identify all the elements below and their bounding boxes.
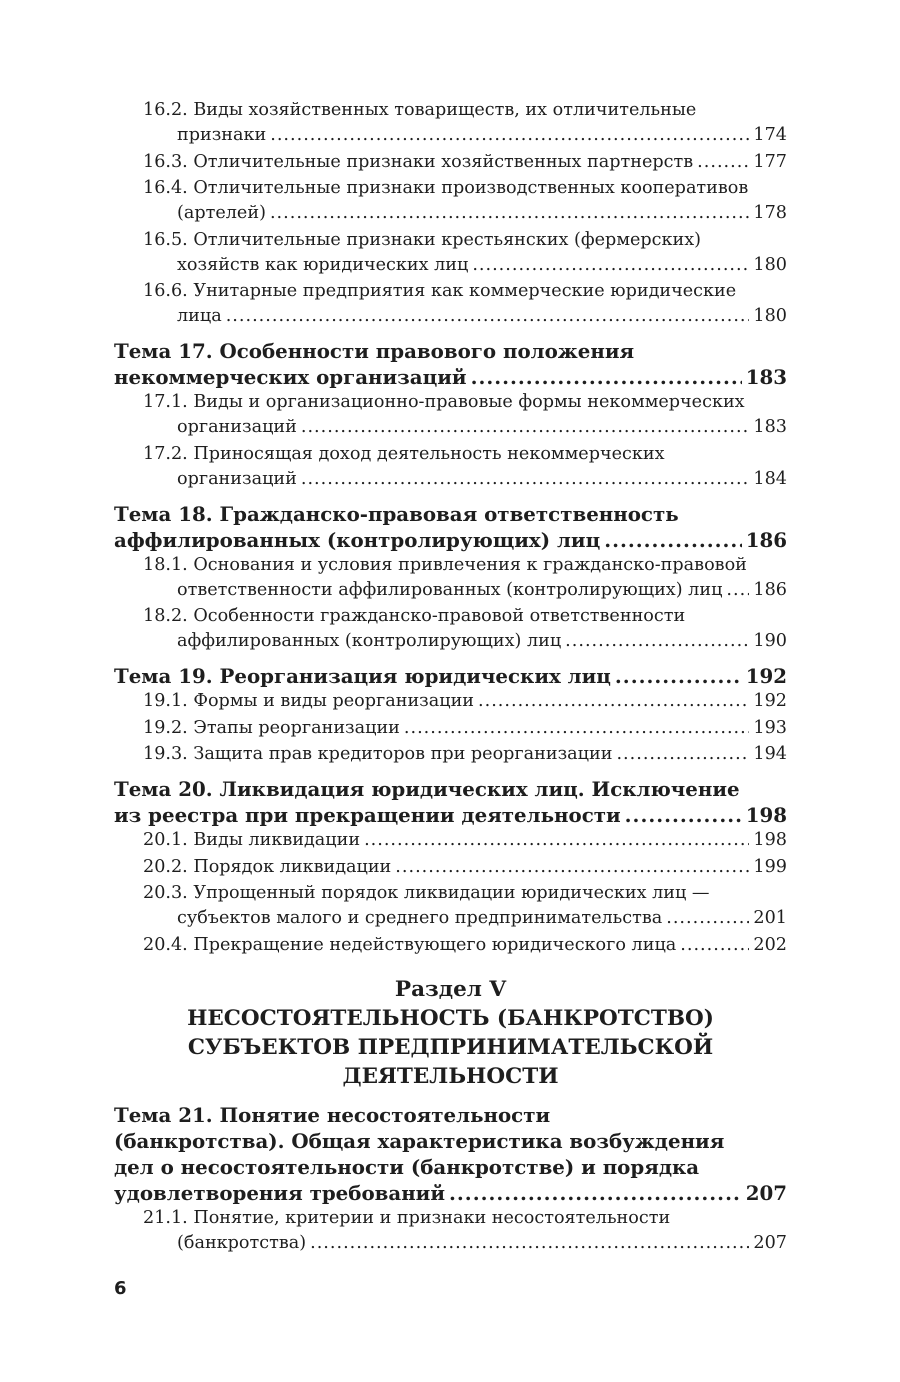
toc-entry-text: из реестра при прекращении деятельности bbox=[114, 803, 621, 827]
toc-page-number: 201 bbox=[753, 908, 787, 928]
toc-page-number: 193 bbox=[753, 717, 787, 738]
toc-subsection-entry bbox=[114, 442, 787, 492]
toc-page-number: 186 bbox=[745, 527, 787, 552]
toc-entry-line: дел о несостоятельности (банкротстве) и порядка bbox=[114, 1155, 700, 1179]
toc-entry-text: Тема 19. Реорганизация юридических лиц bbox=[114, 664, 611, 688]
dot-leader bbox=[666, 906, 749, 931]
toc-page-number: 194 bbox=[753, 744, 787, 764]
toc-entry-text: некоммерческих организаций bbox=[114, 365, 467, 389]
toc-entry-text: 20.4. Прекращение недействующего юридического лица bbox=[143, 934, 677, 955]
toc-page-number: 184 bbox=[753, 468, 787, 489]
toc-entry-line: 20.3. Упрощенный порядок ликвидации юридических лиц — bbox=[143, 883, 710, 903]
toc-page-number: 183 bbox=[753, 417, 787, 437]
toc-theme-entry bbox=[114, 1102, 787, 1206]
toc-entry-line: (банкротства). Общая характеристика возбуждения bbox=[114, 1129, 725, 1153]
dot-leader bbox=[726, 578, 749, 603]
toc-entry-text: организаций bbox=[177, 468, 297, 489]
toc-subsection-entry bbox=[114, 390, 787, 440]
page-number: 6 bbox=[114, 1278, 127, 1299]
toc-page-number: 190 bbox=[753, 631, 787, 651]
toc-entry-leader-row bbox=[143, 253, 787, 278]
toc-page-number: 198 bbox=[745, 803, 787, 827]
toc-entry-line: 16.4. Отличительные признаки производственных кооперативов bbox=[143, 178, 749, 198]
section-title-line-3: ДЕЯТЕЛЬНОСТИ bbox=[342, 1064, 559, 1089]
toc-entry-leader-row bbox=[143, 150, 787, 175]
dot-leader bbox=[615, 663, 742, 689]
toc-entry-leader-row bbox=[143, 933, 787, 958]
toc-page-number: 207 bbox=[753, 1233, 787, 1253]
toc-entry-line: 16.6. Унитарные предприятия как коммерческие юридические bbox=[143, 281, 737, 301]
toc-entry-leader-row bbox=[114, 1180, 787, 1206]
dot-leader bbox=[697, 150, 749, 175]
toc-entry-text: аффилированных (контролирующих) лиц bbox=[114, 527, 601, 552]
dot-leader bbox=[310, 1231, 749, 1256]
toc-entry-line: 21.1. Понятие, критерии и признаки несостоятельности bbox=[143, 1208, 671, 1228]
toc-entry-leader-row bbox=[143, 415, 787, 440]
toc-subsection-entry bbox=[114, 228, 787, 278]
toc-entry-text: (артелей) bbox=[177, 203, 266, 223]
toc-theme-entry bbox=[114, 338, 787, 390]
toc-theme-entry bbox=[114, 776, 787, 828]
toc-entry-line: 18.1. Основания и условия привлечения к гражданско-правовой bbox=[143, 554, 747, 575]
dot-leader bbox=[625, 802, 742, 828]
toc-entry-leader-row bbox=[143, 304, 787, 329]
toc-page-number: 192 bbox=[753, 691, 787, 711]
section-label: Раздел V bbox=[394, 977, 507, 1002]
toc-entry-text: 20.1. Виды ликвидации bbox=[143, 830, 361, 850]
dot-leader bbox=[270, 201, 749, 226]
toc-subsection-entry bbox=[114, 150, 787, 175]
dot-leader bbox=[604, 527, 742, 553]
dot-leader bbox=[301, 467, 750, 492]
toc-entry-line: 17.1. Виды и организационно-правовые формы некоммерческих bbox=[143, 392, 745, 412]
toc-entry-line: 16.2. Виды хозяйственных товариществ, их отличительные bbox=[143, 100, 697, 120]
toc-page-number: 186 bbox=[753, 579, 787, 600]
toc-subsection-entry bbox=[114, 742, 787, 767]
toc-entry-text: 19.3. Защита прав кредиторов при реорганизации bbox=[143, 744, 613, 764]
toc-entry-leader-row bbox=[143, 855, 787, 880]
dot-leader bbox=[472, 253, 749, 278]
table-of-contents-continued bbox=[114, 1102, 787, 1256]
toc-entry-text: ответственности аффилированных (контролирующих) лиц bbox=[177, 579, 723, 600]
toc-page-number: 198 bbox=[753, 830, 787, 850]
toc-entry-text: 19.1. Формы и виды реорганизации bbox=[143, 691, 475, 711]
toc-entry-text: признаки bbox=[177, 125, 267, 145]
toc-subsection-entry bbox=[114, 1206, 787, 1256]
toc-page-number: 174 bbox=[753, 125, 787, 145]
dot-leader bbox=[404, 716, 750, 741]
toc-subsection-entry bbox=[114, 689, 787, 714]
dot-leader bbox=[478, 689, 749, 714]
dot-leader bbox=[680, 933, 749, 958]
toc-entry-text: лица bbox=[177, 306, 222, 326]
toc-entry-text: организаций bbox=[177, 417, 297, 437]
toc-entry-text: (банкротства) bbox=[177, 1233, 307, 1253]
toc-subsection-entry bbox=[114, 553, 787, 603]
toc-entry-leader-row bbox=[143, 689, 787, 714]
dot-leader bbox=[364, 828, 749, 853]
toc-entry-leader-row bbox=[143, 716, 787, 741]
toc-entry-line: Тема 17. Особенности правового положения bbox=[114, 339, 635, 363]
toc-entry-leader-row bbox=[114, 527, 787, 553]
toc-entry-leader-row bbox=[143, 201, 787, 226]
toc-subsection-entry bbox=[114, 933, 787, 958]
section-heading bbox=[114, 975, 787, 1091]
toc-subsection-entry bbox=[114, 279, 787, 329]
toc-entry-line: Тема 21. Понятие несостоятельности bbox=[114, 1103, 551, 1127]
toc-page-number: 177 bbox=[753, 151, 787, 172]
toc-entry-leader-row bbox=[114, 663, 787, 689]
dot-leader bbox=[471, 364, 742, 390]
toc-entry-line: 18.2. Особенности гражданско-правовой ответственности bbox=[143, 606, 686, 626]
toc-entry-leader-row bbox=[143, 467, 787, 492]
toc-entry-text: аффилированных (контролирующих) лиц bbox=[177, 631, 562, 651]
toc-entry-line: Тема 18. Гражданско-правовая ответственность bbox=[114, 501, 679, 526]
toc-page-number: 192 bbox=[745, 664, 787, 688]
section-title-line-2: СУБЪЕКТОВ ПРЕДПРИНИМАТЕЛЬСКОЙ bbox=[187, 1035, 714, 1060]
section-title-line-1: НЕСОСТОЯТЕЛЬНОСТЬ (БАНКРОТСТВО) bbox=[187, 1006, 714, 1031]
toc-entry-leader-row bbox=[143, 906, 787, 931]
toc-entry-leader-row bbox=[143, 123, 787, 148]
toc-entry-text: субъектов малого и среднего предпринимательства bbox=[177, 908, 663, 928]
toc-subsection-entry bbox=[114, 604, 787, 654]
toc-subsection-entry bbox=[114, 98, 787, 148]
toc-page-number: 180 bbox=[753, 306, 787, 326]
toc-entry-line: Тема 20. Ликвидация юридических лиц. Исключение bbox=[114, 777, 740, 801]
toc-entry-line: 16.5. Отличительные признаки крестьянских (фермерских) bbox=[143, 229, 702, 250]
dot-leader bbox=[226, 304, 750, 329]
toc-entry-leader-row bbox=[143, 1231, 787, 1256]
dot-leader bbox=[616, 742, 749, 767]
toc-entry-leader-row bbox=[143, 828, 787, 853]
toc-theme-entry bbox=[114, 501, 787, 553]
toc-entry-leader-row bbox=[143, 629, 787, 654]
toc-subsection-entry bbox=[114, 881, 787, 931]
toc-entry-line: 17.2. Приносящая доход деятельность некоммерческих bbox=[143, 443, 665, 464]
dot-leader bbox=[565, 629, 749, 654]
toc-entry-text: удовлетворения требований bbox=[114, 1181, 446, 1205]
toc-page-number: 207 bbox=[745, 1181, 787, 1205]
toc-entry-leader-row bbox=[143, 742, 787, 767]
toc-theme-entry bbox=[114, 663, 787, 689]
toc-entry-text: хозяйств как юридических лиц bbox=[177, 254, 469, 275]
toc-entry-text: 16.3. Отличительные признаки хозяйственных партнерств bbox=[143, 151, 694, 172]
toc-page-number: 202 bbox=[753, 934, 787, 955]
toc-page-number: 178 bbox=[753, 203, 787, 223]
toc-page-number: 180 bbox=[753, 254, 787, 275]
toc-page-number: 183 bbox=[745, 365, 787, 389]
toc-subsection-entry bbox=[114, 716, 787, 741]
dot-leader bbox=[395, 855, 749, 880]
dot-leader bbox=[449, 1180, 742, 1206]
table-of-contents bbox=[114, 98, 787, 959]
toc-entry-text: 19.2. Этапы реорганизации bbox=[143, 717, 400, 738]
toc-entry-leader-row bbox=[143, 578, 787, 603]
toc-subsection-entry bbox=[114, 176, 787, 226]
toc-entry-text: 20.2. Порядок ликвидации bbox=[143, 856, 392, 877]
dot-leader bbox=[301, 415, 750, 440]
toc-subsection-entry bbox=[114, 855, 787, 880]
toc-entry-leader-row bbox=[114, 364, 787, 390]
toc-page-number: 199 bbox=[753, 856, 787, 877]
dot-leader bbox=[270, 123, 749, 148]
toc-subsection-entry bbox=[114, 828, 787, 853]
toc-entry-leader-row bbox=[114, 802, 787, 828]
